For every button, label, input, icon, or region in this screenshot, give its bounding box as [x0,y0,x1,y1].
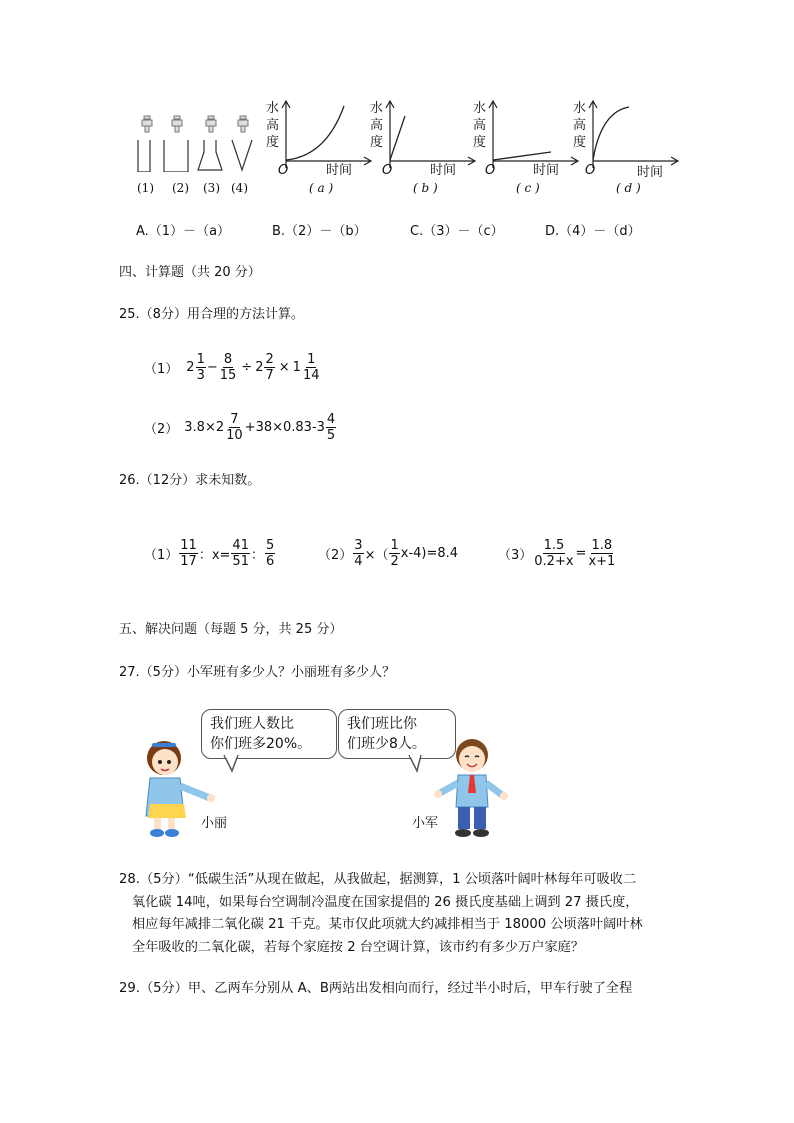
graph-ylabel-3: 度 [573,135,587,150]
q26-p1-den1: 17 [180,554,197,569]
bubble-right-line2: 们班少8人。 [347,736,426,752]
containers-figure [130,112,260,172]
graph-label-b: ( b ) [413,181,438,195]
graph-label-a: ( a ) [309,181,334,195]
q26-p2-num1: 3 [354,538,363,553]
q26-p3-num1: 1.5 [543,538,565,553]
q25-p1-den2: 15 [219,368,237,383]
q25-p1-whole3: 2 [255,360,264,375]
container-1 [138,140,150,172]
boy-name-label: 小军 [412,816,439,831]
q25-p2-den2: 5 [326,428,336,443]
q28-line3: 相应每年减排二氧化碳 21 千克。某市仅此项就大约减排相当于 18000 公顷落叶阔叶林 [132,917,643,932]
graph-origin: O [485,163,496,178]
q26-p1-den2: 51 [232,554,249,569]
graph-xlabel: 时间 [637,165,664,180]
q25-p2-pre: 3.8×2 [184,420,225,435]
q26-title: 26.（12分）求未知数。 [119,473,261,488]
q26-p2-num2: 1 [390,538,399,553]
q28-line2: 氧化碳 14吨，如果每台空调制冷温度在国家提倡的 26 摄氏度基础上调到 27 摄氏度， [132,895,639,910]
graph-ylabel-2: 高 [370,118,384,133]
graph-b [370,98,480,198]
q25-p1-num3: 2 [265,352,274,367]
graph-ylabel-2: 高 [266,118,280,133]
q26-p1-sep: ： [250,548,264,563]
graph-a [266,98,376,198]
q25-p1-num2: 8 [223,352,233,367]
q25-p1-den3: 7 [265,368,274,383]
q26-p3-num2: 1.8 [591,538,613,553]
graph-ylabel-1: 水 [266,101,280,116]
boy-character-illustration [432,735,512,840]
q26-p1-den3: 6 [265,554,275,569]
bubble-right-line1: 我们班比你 [347,716,417,732]
q26-p1-num1: 11 [180,538,197,553]
graph-ylabel-1: 水 [370,101,384,116]
graph-origin: O [585,163,596,178]
q26-p3-label: （3） [498,548,533,563]
q25-p1-label: （1） [144,362,179,377]
container-label-2: (2) [172,181,189,195]
q25-p1-op2: ÷ [241,360,253,375]
graph-ylabel-1: 水 [573,101,587,116]
q25-p1-den4: 14 [302,368,320,383]
curve-a [286,106,344,160]
graph-label-d: ( d ) [616,181,641,195]
container-4 [232,140,252,170]
q26-part2 [318,538,458,569]
q26-p2-den1: 4 [354,554,363,569]
option-c: C.（3）－（c） [410,224,504,239]
q25-p2-num1: 7 [230,412,239,427]
section-four-title: 四、计算题（共 20 分） [119,265,261,280]
q27-title: 27.（5分）小军班有多少人？小丽班有多少人？ [119,665,395,680]
container-label-1: (1) [137,181,154,195]
speech-bubble-left [201,709,337,759]
graph-xlabel: 时间 [430,163,457,178]
graph-d [573,98,683,198]
graph-ylabel-1: 水 [473,101,487,116]
q25-p2-label: （2） [144,422,179,437]
q26-p1-num3: 5 [265,538,275,553]
bubble-left-line2: 你们班多20%。 [210,736,312,752]
faucet-icon-4 [238,116,248,132]
curve-c [493,152,551,160]
q25-p1-num4: 1 [307,352,316,367]
option-b: B.（2）－（b） [272,224,367,239]
container-label-4: (4) [231,181,248,195]
q25-p1-den1: 3 [196,368,205,383]
graph-label-c: ( c ) [516,181,540,195]
q26-p1-mid: ：x= [198,548,231,563]
graph-xlabel: 时间 [533,163,560,178]
q25-p2-mid: +38×0.83-3 [244,420,325,435]
option-a: A.（1）－（a） [136,224,231,239]
q28-line4: 全年吸收的二氧化碳，若每个家庭按 2 台空调计算，该市约有多少万户家庭？ [132,940,584,955]
q25-part1 [144,352,322,383]
q25-p2-den1: 10 [226,428,243,443]
q25-part2 [144,412,337,443]
graph-ylabel-3: 度 [370,135,384,150]
curve-b [390,116,405,160]
faucet-icon-3 [206,116,216,132]
option-d: D.（4）－（d） [545,224,641,239]
bubble-left-tail [222,755,242,775]
q26-p2-mid: ×（ [364,548,389,563]
q26-p3-den1: 0.2+x [534,554,574,569]
graph-origin: O [278,163,289,178]
graph-ylabel-2: 高 [573,118,587,133]
curve-d [593,107,629,160]
q25-p1-num1: 1 [196,352,205,367]
q26-p1-num2: 41 [232,538,249,553]
q26-p2-label: （2） [318,548,353,563]
q25-p1-op1: − [206,360,218,375]
q25-p1-whole1: 2 [186,360,195,375]
q26-p1-label: （1） [144,548,179,563]
graph-origin: O [382,163,393,178]
q26-p2-tail: x-4)=8.4 [400,546,459,561]
graph-c [473,98,583,198]
q28-line1: 28.（5分）“低碳生活”从现在做起，从我做起，据测算，1 公顷落叶阔叶林每年可吸收二 [119,872,637,887]
container-label-3: (3) [203,181,220,195]
graph-ylabel-3: 度 [266,135,280,150]
q26-p3-eq: = [575,546,587,561]
q26-part1 [144,538,276,569]
bubble-left-line1: 我们班人数比 [210,716,294,732]
graph-xlabel: 时间 [326,163,353,178]
q25-p1-op3: × [278,360,290,375]
q29-line1: 29.（5分）甲、乙两车分别从 A、B两站出发相向而行，经过半小时后，甲车行驶了全程 [119,981,633,996]
container-3 [198,140,222,170]
q25-p1-whole4: 1 [292,360,301,375]
q26-p3-den2: x+1 [588,554,616,569]
q25-title: 25.（8分）用合理的方法计算。 [119,307,304,322]
graph-ylabel-3: 度 [473,135,487,150]
section-five-title: 五、解决问题（每题 5 分，共 25 分） [119,622,343,637]
faucet-icon-1 [142,116,152,132]
q25-p2-num2: 4 [326,412,336,427]
q26-part3 [498,538,617,569]
q26-p2-den2: 2 [390,554,399,569]
bubble-right-tail [405,755,425,775]
girl-name-label: 小丽 [201,816,228,831]
faucet-icon-2 [172,116,182,132]
graph-ylabel-2: 高 [473,118,487,133]
container-2 [164,140,188,172]
